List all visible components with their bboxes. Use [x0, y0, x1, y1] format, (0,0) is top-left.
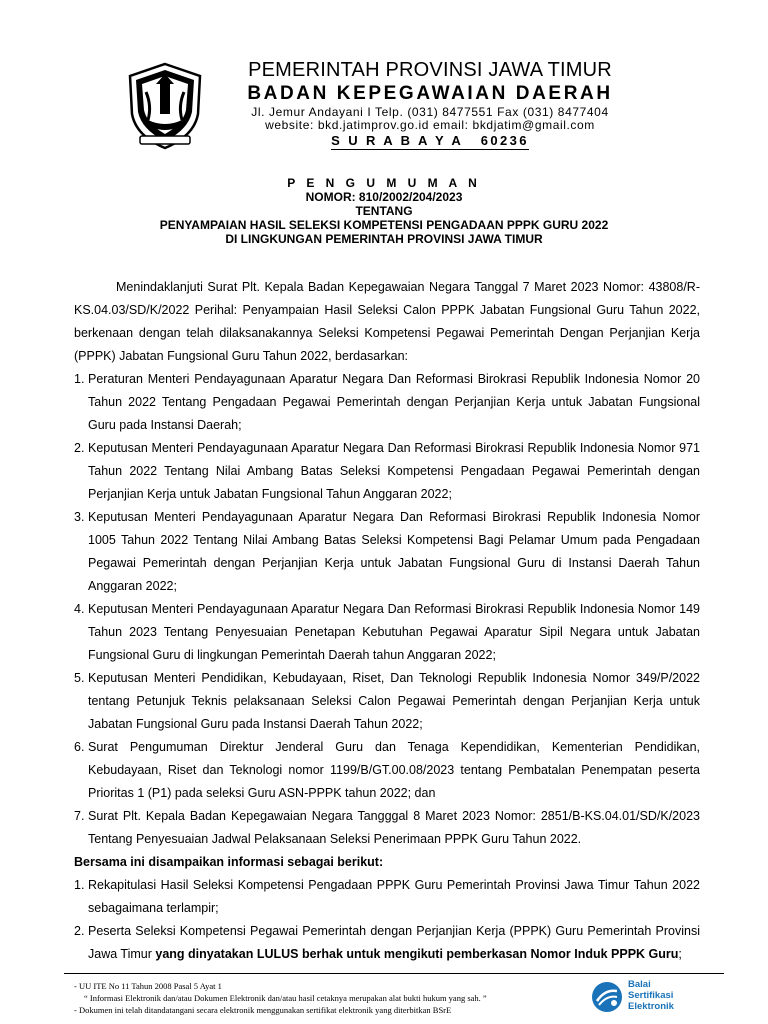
list-number: 5.: [74, 671, 85, 685]
list-text: Peserta Seleksi Kompetensi Pegawai Pemerintah dengan Perjanjian Kerja (PPPK) Guru Pemerintah Provinsi Jawa Timur: [88, 924, 700, 961]
list-text: Rekapitulasi Hasil Seleksi Kompetensi Pengadaan PPPK Guru Pemerintah Provinsi Jawa Timur Tahun 2022 sebagaimana terlampir;: [88, 878, 700, 915]
list-item: [74, 506, 700, 598]
list-item: [74, 667, 700, 736]
list-text: Peraturan Menteri Pendayagunaan Aparatur Negara Dan Reformasi Birokrasi Republik Indonesia Nomor 20 Tahun 2022 Tentang Pengadaan Pegawai Pemerintah dengan Perjanjian Kerja untuk Jabatan Fungsional Guru pada Instansi Daerah;: [88, 372, 700, 432]
list-number: 3.: [74, 510, 85, 524]
announcement-subject-2: DI LINGKUNGAN PEMERINTAH PROVINSI JAWA TIMUR: [225, 232, 543, 246]
list-number: 7.: [74, 809, 85, 823]
list-text: Keputusan Menteri Pendayagunaan Aparatur Negara Dan Reformasi Birokrasi Republik Indonesia Nomor 149 Tahun 2023 Tentang Penyesuaian Penetapan Kebutuhan Pegawai Aparatur Sipil Negara untuk Jabatan Fungsional Guru di lingkungan Pemerintah Daerah tahun Anggaran 2022;: [88, 602, 700, 662]
document-body: [74, 276, 700, 966]
list-number: 2.: [74, 924, 85, 938]
list-text: Keputusan Menteri Pendayagunaan Aparatur Negara Dan Reformasi Birokrasi Republik Indonesia Nomor 971 Tahun 2022 Tentang Nilai Ambang Batas Seleksi Kompetensi Pengadaan Pegawai Pemerintah dengan Perjanjian Kerja untuk Jabatan Fungsional Tahun Anggaran 2022;: [88, 441, 700, 501]
list-item: [74, 368, 700, 437]
legal-basis-list: [74, 368, 700, 851]
agency-name: BADAN KEPEGAWAIAN DAERAH: [247, 83, 613, 104]
list-number: 1.: [74, 372, 85, 386]
footer-divider: [64, 973, 724, 974]
announcement-subject-1: PENYAMPAIAN HASIL SELEKSI KOMPETENSI PENGADAAN PPPK GURU 2022: [159, 218, 609, 232]
bsre-logo-icon: [590, 980, 624, 1014]
announcement-about: TENTANG: [355, 204, 413, 218]
letterhead: [120, 58, 680, 150]
announcement-heading: [60, 176, 708, 246]
footer-law: - UU ITE No 11 Tahun 2008 Pasal 5 Ayat 1: [74, 981, 222, 991]
list-number: 2.: [74, 441, 85, 455]
bsre-badge: [590, 978, 720, 1018]
bsre-label-2: Sertifikasi: [628, 990, 674, 1001]
letterhead-text: [220, 58, 640, 150]
footer-signature-note: - Dokumen ini telah ditandatangani secara elektronik menggunakan sertifikat elektronik yang diterbitkan BSrE: [74, 1005, 452, 1015]
list-text: Keputusan Menteri Pendayagunaan Aparatur Negara Dan Reformasi Birokrasi Republik Indonesia Nomor 1005 Tahun 2022 Tentang Nilai Ambang Batas Seleksi Kompetensi Bagi Pelamar Umum pada Pengadaan Pegawai Pemerintah dengan Perjanjian Kerja untuk Jabatan Fungsional Guru di Instansi Daerah Tahun Anggaran 2022;: [88, 510, 700, 593]
list-text: Surat Plt. Kepala Badan Kepegawaian Negara Tangggal 8 Maret 2023 Nomor: 2851/B-KS.04.01/SD/K/2023 Tentang Penyesuaian Jadwal Pelaksanaan Seleksi Penerimaan PPPK Guru Tahun 2022.: [88, 809, 700, 846]
footer-note: [74, 980, 594, 1016]
list-item: [74, 920, 700, 966]
government-name: PEMERINTAH PROVINSI JAWA TIMUR: [248, 59, 612, 81]
list-item: [74, 805, 700, 851]
list-number: 6.: [74, 740, 85, 754]
info-list: [74, 874, 700, 966]
list-item: [74, 437, 700, 506]
footer-quote: “ Informasi Elektronik dan/atau Dokumen Elektronik dan/atau hasil cetaknya merupakan alat bukti hukum yang sah. ”: [84, 993, 487, 1003]
list-item: [74, 598, 700, 667]
agency-contact: website: bkd.jatimprov.go.id email: bkdjatim@gmail.com: [265, 118, 595, 132]
info-title: Bersama ini disampaikan informasi sebagai berikut:: [74, 855, 384, 869]
list-text-tail: ;: [678, 947, 682, 961]
agency-city: S U R A B A Y A 60236: [331, 133, 529, 148]
announcement-title: P E N G U M U M A N: [287, 176, 481, 190]
bsre-label-3: Elektronik: [628, 1001, 674, 1012]
east-java-crest-icon: [126, 62, 204, 150]
announcement-number: NOMOR: 810/2002/204/2023: [305, 190, 463, 204]
list-item: [74, 874, 700, 920]
list-text-bold: yang dinyatakan LULUS berhak untuk mengikuti pemberkasan Nomor Induk PPPK Guru: [155, 947, 679, 961]
list-number: 4.: [74, 602, 85, 616]
list-text: Surat Pengumuman Direktur Jenderal Guru dan Tenaga Kependidikan, Kementerian Pendidikan, Kebudayaan, Riset dan Teknologi nomor 1199/B/GT.00.08/2023 tentang Pembatalan Penempatan peserta Prioritas 1 (P1) pada seleksi Guru ASN-PPPK tahun 2022; dan: [88, 740, 700, 800]
list-text: Keputusan Menteri Pendidikan, Kebudayaan, Riset, Dan Teknologi Republik Indonesia Nomor 349/P/2022 tentang Petunjuk Teknis pelaksanaan Seleksi Calon Pegawai Pemerintah dengan Perjanjian Kerja untuk Jabatan Fungsional Guru pada Instansi Daerah Tahun 2022;: [88, 671, 700, 731]
bsre-label: [628, 979, 674, 1012]
list-item: [74, 736, 700, 805]
bsre-label-1: Balai: [628, 979, 651, 990]
agency-address: Jl. Jemur Andayani I Telp. (031) 8477551 Fax (031) 8477404: [251, 105, 609, 119]
list-number: 1.: [74, 878, 85, 892]
intro-paragraph: Menindaklanjuti Surat Plt. Kepala Badan Kepegawaian Negara Tanggal 7 Maret 2023 Nomor: 43808/R-KS.04.03/SD/K/2022 Perihal: Penyampaian Hasil Seleksi Calon PPPK Jabatan Fungsional Guru Tahun 2022, berkenaan dengan telah dilaksanakannya Seleksi Kompetensi Pegawai Pemerintah Dengan Perjanjian Kerja (PPPK) Jabatan Fungsional Guru Tahun 2022, berdasarkan:: [74, 280, 700, 363]
